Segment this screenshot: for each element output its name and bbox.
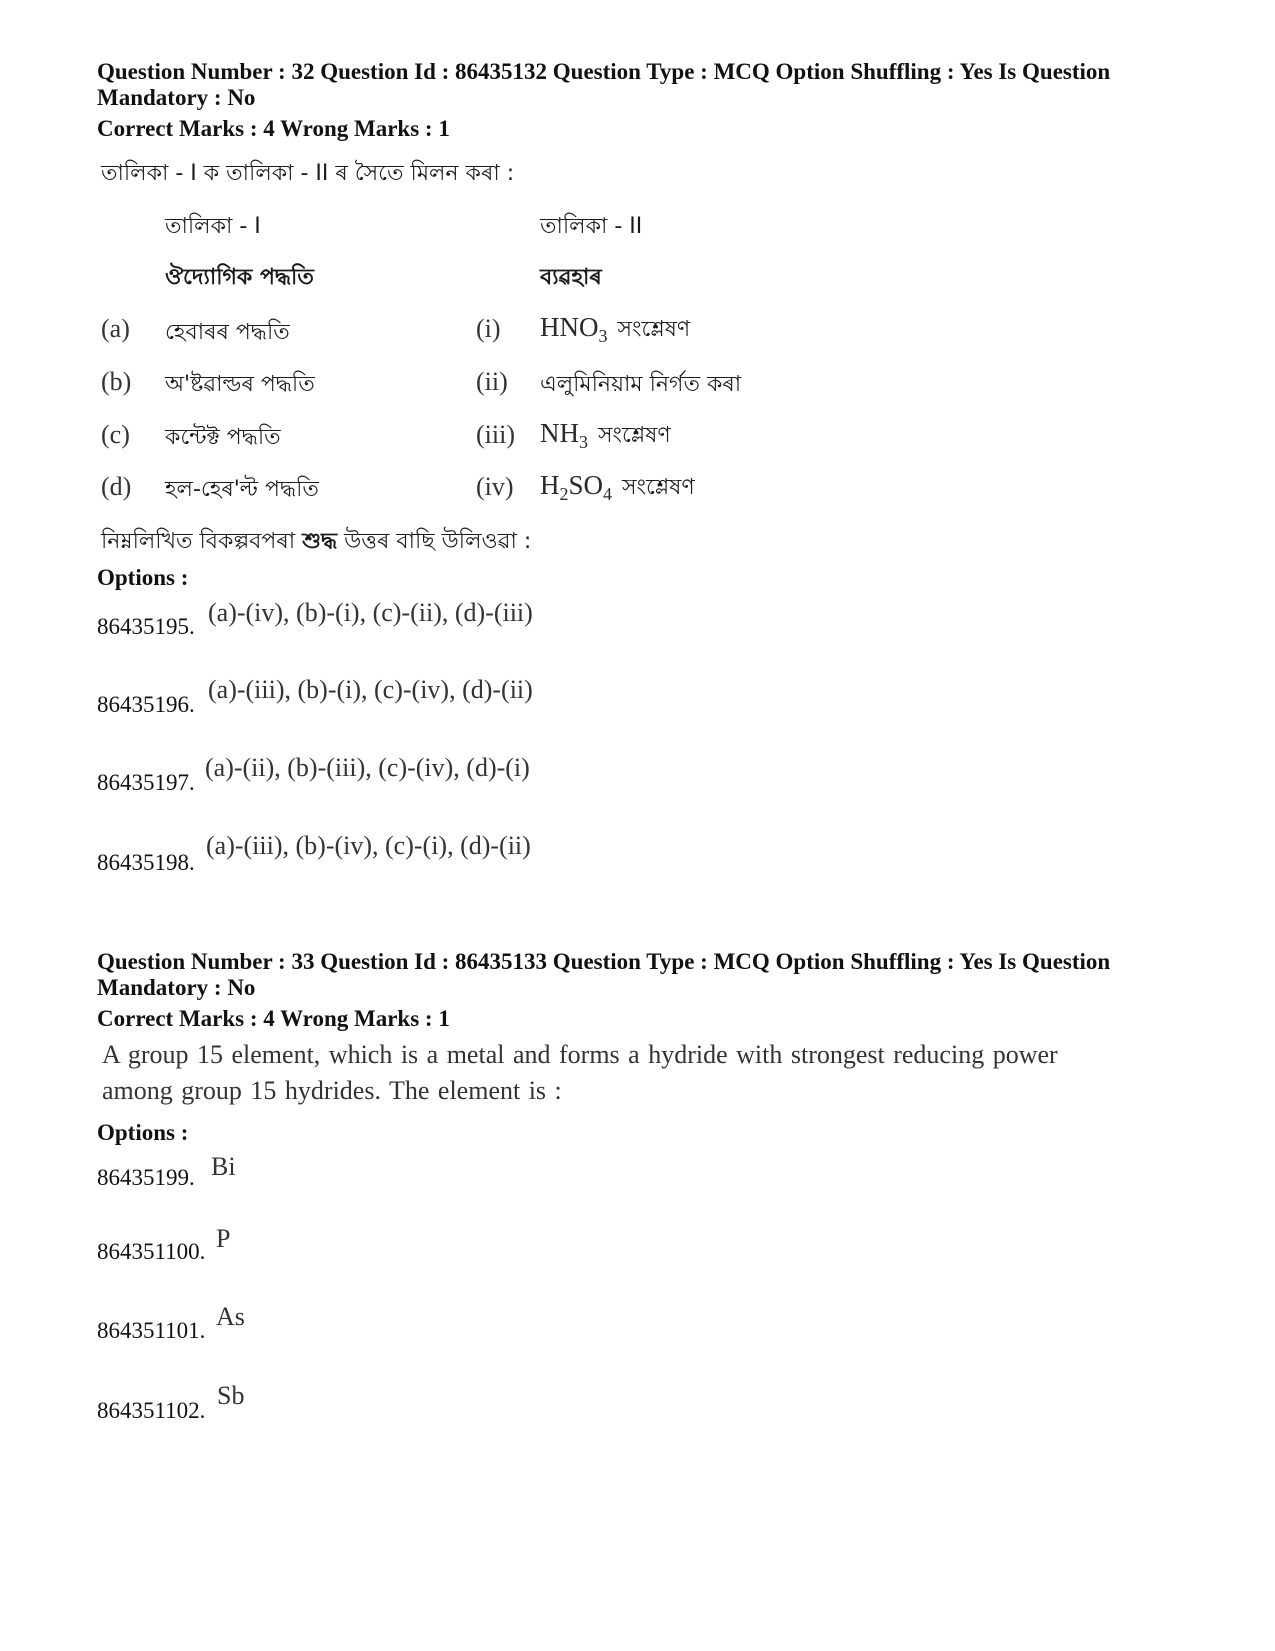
q32-row-d-label: (d) bbox=[101, 472, 132, 501]
q32-choose-instruction bbox=[101, 524, 531, 561]
q32-row-iii-label: (iii) bbox=[476, 420, 515, 449]
q32-row-iii-content bbox=[540, 418, 671, 455]
q33-marks: Correct Marks : 4 Wrong Marks : 1 bbox=[97, 1006, 450, 1031]
q32-option-2-id: 86435196. bbox=[97, 692, 195, 717]
q32-row-iv-label: (iv) bbox=[476, 472, 514, 501]
q32-choose-bold: শুদ্ধ bbox=[302, 529, 338, 554]
q32-row-iii-text: সংশ্লেষণ bbox=[598, 423, 671, 448]
q32-header-line1: Question Number : 32 Question Id : 86435132 Question Type : MCQ Option Shuffling : Yes Is Question bbox=[97, 59, 1111, 84]
q32-row-a-text: হেবাৰৰ পদ্ধতি bbox=[165, 320, 290, 345]
q33-option-3-id: 864351101. bbox=[97, 1318, 206, 1343]
q33-options-label: Options : bbox=[97, 1120, 189, 1145]
q32-list1-title: তালিকা - I bbox=[165, 214, 261, 239]
q32-header-line2: Mandatory : No bbox=[97, 85, 256, 110]
q32-option-3-text[interactable]: (a)-(ii), (b)-(iii), (c)-(iv), (d)-(i) bbox=[205, 753, 530, 782]
q32-row-b-text: অ'ষ্টৱাল্ডৰ পদ্ধতি bbox=[165, 372, 315, 397]
q32-option-3-id: 86435197. bbox=[97, 770, 195, 795]
q32-list2-subtitle: ব্যৱহাৰ bbox=[540, 265, 602, 290]
q32-options-label: Options : bbox=[97, 565, 189, 590]
q32-row-c-text: কন্টেক্ট পদ্ধতি bbox=[165, 425, 281, 450]
q33-option-4-id: 864351102. bbox=[97, 1398, 206, 1423]
q32-marks: Correct Marks : 4 Wrong Marks : 1 bbox=[97, 116, 450, 141]
q32-option-4-id: 86435198. bbox=[97, 850, 195, 875]
q33-option-1-id: 86435199. bbox=[97, 1165, 195, 1190]
q32-choose-prefix: নিম্নলিখিত বিকল্পবপৰা bbox=[101, 529, 303, 554]
q33-text-line1: A group 15 element, which is a metal and forms a hydride with strongest reducing power bbox=[102, 1040, 1058, 1069]
q33-header-line2: Mandatory : No bbox=[97, 975, 256, 1000]
q33-option-4-text[interactable]: Sb bbox=[217, 1381, 245, 1410]
q32-row-iv-text: সংশ্লেষণ bbox=[622, 475, 695, 500]
q33-option-2-text[interactable]: P bbox=[216, 1224, 231, 1253]
q33-option-3-text[interactable]: As bbox=[216, 1302, 245, 1331]
q32-row-b-label: (b) bbox=[101, 367, 132, 396]
q32-option-1-id: 86435195. bbox=[97, 614, 195, 639]
q33-option-1-text[interactable]: Bi bbox=[211, 1152, 236, 1181]
q32-instruction: তালিকা - I ক তালিকা - II ৰ সৈতে মিলন কৰা : bbox=[101, 161, 515, 186]
q32-row-a-label: (a) bbox=[101, 314, 130, 343]
q32-option-2-text[interactable]: (a)-(iii), (b)-(i), (c)-(iv), (d)-(ii) bbox=[208, 675, 533, 704]
q32-row-d-text: হল-হেৰ'ল্ট পদ্ধতি bbox=[165, 477, 319, 502]
q32-row-i-formula: $HNO_3$ bbox=[540, 312, 608, 346]
q32-option-1-text[interactable]: (a)-(iv), (b)-(i), (c)-(ii), (d)-(iii) bbox=[208, 598, 533, 627]
q32-row-i-label: (i) bbox=[476, 314, 501, 343]
q32-row-ii-label: (ii) bbox=[476, 367, 508, 396]
q32-row-i-text: সংশ্লেষণ bbox=[617, 317, 691, 342]
q32-list1-subtitle: ঔদ্যোগিক পদ্ধতি bbox=[165, 265, 314, 290]
q32-choose-suffix: উত্তৰ বাছি উলিওৱা : bbox=[337, 529, 532, 554]
q32-row-i-content bbox=[540, 312, 690, 349]
q32-row-c-label: (c) bbox=[101, 420, 130, 449]
q32-option-4-text[interactable]: (a)-(iii), (b)-(iv), (c)-(i), (d)-(ii) bbox=[206, 831, 531, 860]
q33-text-line2: among group 15 hydrides. The element is : bbox=[102, 1076, 562, 1105]
q32-row-iii-formula: $NH_3$ bbox=[540, 418, 588, 452]
q32-row-ii-text: এলুমিনিয়াম নিৰ্গত কৰা bbox=[540, 372, 742, 397]
q33-option-2-id: 864351100. bbox=[97, 1239, 206, 1264]
q32-list2-title: তালিকা - II bbox=[540, 214, 643, 239]
q33-header-line1: Question Number : 33 Question Id : 86435133 Question Type : MCQ Option Shuffling : Yes Is Question bbox=[97, 949, 1111, 974]
q32-row-iv-content bbox=[540, 470, 695, 507]
q32-row-iv-formula: $H_2SO_4$ bbox=[540, 470, 613, 504]
